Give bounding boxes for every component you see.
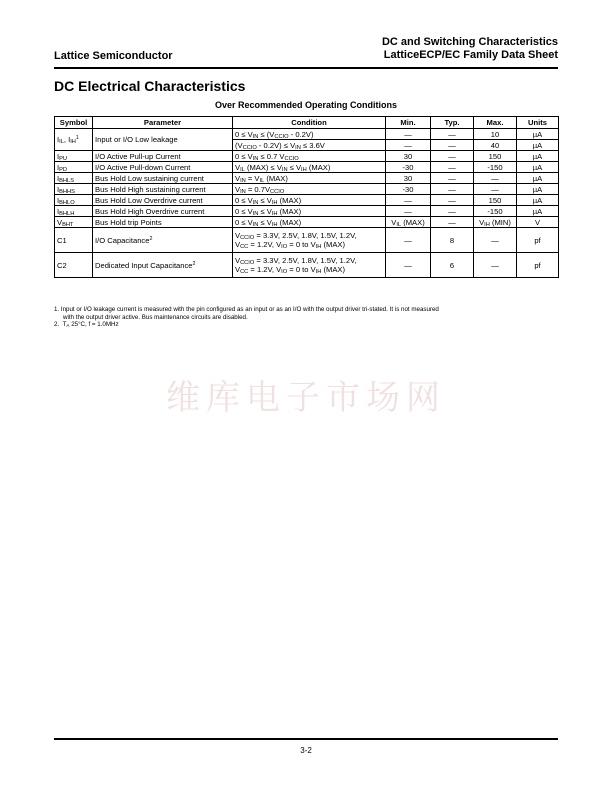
- col-typ: Typ.: [431, 117, 474, 129]
- condition-cell: $V_{IN} = 0.7V_{CCIO}$: [233, 184, 386, 195]
- symbol-cell: $I_{BHLH}$: [55, 206, 93, 217]
- section-title: DC Electrical Characteristics: [54, 78, 246, 94]
- condition-cell: $0 \le V_{IN} \le 0.7$ $V_{CCIO}$: [233, 151, 386, 162]
- typ-cell: 8: [431, 228, 474, 253]
- max-cell: -150: [474, 162, 517, 173]
- parameter-cell: Bus Hold trip Points: [93, 217, 233, 228]
- typ-cell: —: [431, 151, 474, 162]
- max-cell: -150: [474, 206, 517, 217]
- min-cell: -30: [386, 184, 431, 195]
- min-cell: $V_{IL}$ (MAX): [386, 217, 431, 228]
- units-cell: µA: [517, 173, 559, 184]
- col-parameter: Parameter: [93, 117, 233, 129]
- table-row: [55, 228, 559, 253]
- page-number: 3-2: [300, 746, 312, 755]
- parameter-cell: I/O Capacitance$^2$: [93, 228, 233, 253]
- units-cell: µA: [517, 151, 559, 162]
- units-cell: V: [517, 217, 559, 228]
- table-row: [55, 206, 559, 217]
- table-footnotes: [54, 306, 558, 329]
- document-header: [382, 36, 558, 62]
- symbol-cell: $I_{BHLO}$: [55, 195, 93, 206]
- min-cell: —: [386, 206, 431, 217]
- min-cell: —: [386, 195, 431, 206]
- typ-cell: 6: [431, 253, 474, 278]
- typ-cell: —: [431, 195, 474, 206]
- units-cell: µA: [517, 162, 559, 173]
- max-cell: 40: [474, 140, 517, 151]
- parameter-cell: Dedicated Input Capacitance$^2$: [93, 253, 233, 278]
- col-min: Min.: [386, 117, 431, 129]
- parameter-cell: Bus Hold Low sustaining current: [93, 173, 233, 184]
- footnote-1-continued: with the output driver active. Bus maintenance circuits are disabled.: [63, 313, 248, 321]
- table-row: [55, 253, 559, 278]
- col-units: Units: [517, 117, 559, 129]
- typ-cell: —: [431, 206, 474, 217]
- max-cell: —: [474, 228, 517, 253]
- typ-cell: —: [431, 184, 474, 195]
- parameter-cell: I/O Active Pull-up Current: [93, 151, 233, 162]
- table-row: [55, 184, 559, 195]
- table-header-row: [55, 117, 559, 129]
- condition-cell: $0 \le V_{IN} \le V_{IH}$ (MAX): [233, 206, 386, 217]
- condition-cell: $(V_{CCIO} - 0.2V) \le V_{IN} \le 3.6V$: [233, 140, 386, 151]
- footnote-2: 2. $T_A$ 25°C, f = 1.0MHz: [54, 321, 119, 329]
- symbol-cell: $I_{IL}$, $I_{IH}^1$: [55, 129, 93, 151]
- typ-cell: —: [431, 140, 474, 151]
- typ-cell: —: [431, 129, 474, 140]
- table-row: [55, 217, 559, 228]
- units-cell: µA: [517, 206, 559, 217]
- section-header: DC and Switching Characteristics: [381, 36, 558, 48]
- symbol-cell: $V_{BHT}$: [55, 217, 93, 228]
- parameter-cell: Bus Hold Low Overdrive current: [93, 195, 233, 206]
- table-row: [55, 151, 559, 162]
- parameter-cell: Bus Hold High Overdrive current: [93, 206, 233, 217]
- table-row: [55, 129, 559, 140]
- symbol-cell: $I_{PD}$: [55, 162, 93, 173]
- max-cell: 150: [474, 151, 517, 162]
- symbol-cell: C2: [55, 253, 93, 278]
- footnote-1: 1. Input or I/O leakage current is measured with the pin configured as an input or as an I/O with the output driver tri-stated. It is not measured: [54, 306, 439, 313]
- units-cell: µA: [517, 129, 559, 140]
- table-row: [55, 195, 559, 206]
- units-cell: µA: [517, 140, 559, 151]
- col-condition: Condition: [233, 117, 386, 129]
- doc-title: LatticeECP/EC Family Data Sheet: [383, 49, 558, 61]
- condition-cell: $0 \le V_{IN} \le V_{IH}$ (MAX): [233, 217, 386, 228]
- condition-cell: $V_{IL}$ $(MAX) \le V_{IN} \le V_{IH}$ (MAX): [233, 162, 386, 173]
- units-cell: pf: [517, 228, 559, 253]
- typ-cell: —: [431, 217, 474, 228]
- min-cell: —: [386, 253, 431, 278]
- condition-cell: $0 \le V_{IN} \le (V_{CCIO} - 0.2V)$: [233, 129, 386, 140]
- symbol-cell: $I_{PU}$: [55, 151, 93, 162]
- col-max: Max.: [474, 117, 517, 129]
- min-cell: -30: [386, 162, 431, 173]
- units-cell: pf: [517, 253, 559, 278]
- symbol-cell: $I_{BHLS}$: [55, 173, 93, 184]
- max-cell: $V_{IH}$ (MIN): [474, 217, 517, 228]
- max-cell: —: [474, 173, 517, 184]
- parameter-cell: Bus Hold High sustaining current: [93, 184, 233, 195]
- col-symbol: Symbol: [55, 117, 93, 129]
- symbol-cell: C1: [55, 228, 93, 253]
- watermark-text: 维库电子市场网: [166, 378, 446, 418]
- symbol-cell: $I_{BHHS}$: [55, 184, 93, 195]
- min-cell: —: [386, 228, 431, 253]
- max-cell: 10: [474, 129, 517, 140]
- typ-cell: —: [431, 162, 474, 173]
- dc-characteristics-table: [54, 116, 559, 278]
- max-cell: —: [474, 253, 517, 278]
- company-name: Lattice Semiconductor: [54, 50, 173, 62]
- typ-cell: —: [431, 173, 474, 184]
- max-cell: —: [474, 184, 517, 195]
- max-cell: 150: [474, 195, 517, 206]
- units-cell: µA: [517, 184, 559, 195]
- min-cell: 30: [386, 151, 431, 162]
- parameter-cell: I/O Active Pull-down Current: [93, 162, 233, 173]
- min-cell: —: [386, 140, 431, 151]
- header-divider: [54, 67, 558, 69]
- min-cell: —: [386, 129, 431, 140]
- table-row: [55, 162, 559, 173]
- table-subtitle: Over Recommended Operating Conditions: [214, 100, 398, 110]
- units-cell: µA: [517, 195, 559, 206]
- min-cell: 30: [386, 173, 431, 184]
- condition-cell: $V_{CCIO} = 3.3V$, 2.5V, 1.8V, 1.5V, 1.2V, $V_{CC} = 1.2V$, $V_{IO} = 0$ to $V_{IH}$ (MAX): [233, 253, 386, 278]
- condition-cell: $V_{CCIO} = 3.3V$, 2.5V, 1.8V, 1.5V, 1.2V, $V_{CC} = 1.2V$, $V_{IO} = 0$ to $V_{IH}$ (MAX): [233, 228, 386, 253]
- table-row: [55, 173, 559, 184]
- condition-cell: $0 \le V_{IN} \le V_{IH}$ (MAX): [233, 195, 386, 206]
- condition-cell: $V_{IN} = V_{IL}$ (MAX): [233, 173, 386, 184]
- parameter-cell: Input or I/O Low leakage: [93, 129, 233, 151]
- footer-divider: [54, 738, 558, 740]
